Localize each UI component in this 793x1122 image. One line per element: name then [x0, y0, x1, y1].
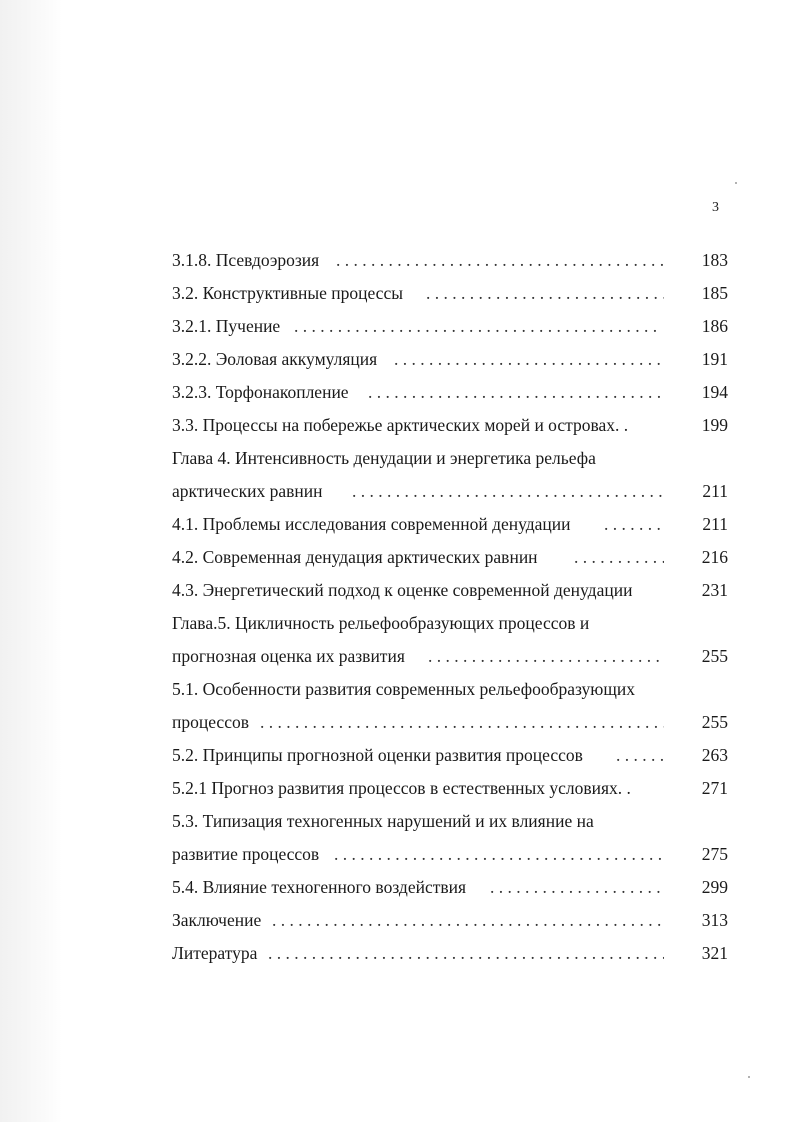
toc-entry: [172, 510, 728, 538]
toc-entry-title: 4.3. Энергетический подход к оценке современной денудации: [172, 580, 633, 600]
toc-entry-page: 211: [702, 481, 728, 501]
toc-leader-dots: [268, 939, 664, 967]
toc-leader-dots: [490, 873, 664, 901]
toc-entry: [172, 774, 728, 802]
toc-entry: [172, 675, 728, 703]
toc-entry-page: 191: [701, 349, 728, 369]
toc-entry: [172, 312, 728, 340]
toc-entry-page: 194: [701, 382, 728, 402]
toc-entry-title: 5.1. Особенности развития современных рельефообразующих: [172, 679, 635, 699]
toc-leader-dots: [604, 510, 664, 538]
toc-entry-page: 255: [701, 646, 728, 666]
page-number: 3: [712, 200, 719, 215]
toc-leader-dots: [260, 708, 664, 736]
toc-entry-page: 299: [701, 877, 728, 897]
toc-leader-dots: [334, 840, 664, 868]
toc-entry-title: 5.2.1 Прогноз развития процессов в естественных условиях. .: [172, 778, 631, 798]
toc-entry: [172, 741, 728, 769]
toc-entry-title: развитие процессов: [172, 844, 320, 864]
toc-leader-dots: [428, 642, 664, 670]
toc-entry: [172, 345, 728, 373]
toc-entry: [172, 609, 728, 637]
toc-entry-title: 3.2.3. Торфонакопление: [172, 382, 349, 402]
toc-entry: [172, 279, 728, 307]
toc-entry-title: 5.2. Принципы прогнозной оценки развития процессов: [172, 745, 583, 765]
toc-leader-dots: [368, 378, 660, 406]
scan-speck: [748, 1076, 750, 1078]
toc-entry: [172, 411, 728, 439]
toc-entry-page: 183: [701, 250, 728, 270]
toc-entry-title: Глава 4. Интенсивность денудации и энергетика рельефа: [172, 448, 596, 468]
toc-entry-title: 5.4. Влияние техногенного воздействия: [172, 877, 467, 897]
toc-entry-page: 185: [701, 283, 728, 303]
toc-entry: [172, 873, 728, 901]
toc-entry-page: 255: [701, 712, 728, 732]
toc-entry-title: 5.3. Типизация техногенных нарушений и их влияние на: [172, 811, 594, 831]
toc-entry: [172, 477, 728, 505]
scan-shadow: [0, 0, 62, 1122]
toc-leader-dots: [574, 543, 664, 571]
toc-entry-title: Литература: [172, 943, 258, 963]
toc-entry-page: 199: [701, 415, 728, 435]
toc-leader-dots: [272, 906, 664, 934]
toc-entry-title: процессов: [172, 712, 249, 732]
toc-entry: [172, 708, 728, 736]
toc-entry-title: 4.2. Современная денудация арктических равнин: [172, 547, 538, 567]
toc-entry-page: 313: [701, 910, 728, 930]
toc-entry-page: 231: [701, 580, 728, 600]
scan-speck: [735, 182, 737, 184]
toc-entry: [172, 576, 728, 604]
toc-leader-dots: [616, 741, 664, 769]
toc-entry-page: 211: [702, 514, 728, 534]
toc-entry-title: 3.2. Конструктивные процессы: [172, 283, 403, 303]
toc-entry-page: 275: [701, 844, 728, 864]
toc-entry: [172, 840, 728, 868]
toc-entry: [172, 543, 728, 571]
toc-entry: [172, 246, 728, 274]
toc-leader-dots: [426, 279, 664, 307]
toc-leader-dots: [394, 345, 660, 373]
toc-entry-title: Глава.5. Цикличность рельефообразующих процессов и: [172, 613, 590, 633]
toc-leader-dots: [336, 246, 664, 274]
toc-entry-page: 216: [701, 547, 728, 567]
toc-entry: [172, 642, 728, 670]
toc-entry: [172, 444, 728, 472]
toc-leader-dots: [352, 477, 664, 505]
toc-entry: [172, 807, 728, 835]
toc-entry: [172, 906, 728, 934]
toc-entry: [172, 939, 728, 967]
toc-entry-page: 186: [701, 316, 728, 336]
toc-entry-title: 3.1.8. Псевдоэрозия: [172, 250, 320, 270]
toc-entry: [172, 378, 728, 406]
toc-entry-title: арктических равнин: [172, 481, 323, 501]
toc-leader-dots: [294, 312, 656, 340]
toc-entry-title: 3.3. Процессы на побережье арктических морей и островах. .: [172, 415, 629, 435]
toc-entry-title: Заключение: [172, 910, 262, 930]
toc-entry-page: 263: [701, 745, 728, 765]
toc-entry-page: 321: [701, 943, 728, 963]
toc-entry-page: 271: [701, 778, 728, 798]
toc-entry-title: прогнозная оценка их развития: [172, 646, 405, 666]
toc-entry-title: 3.2.2. Эоловая аккумуляция: [172, 349, 378, 369]
toc-entry-title: 4.1. Проблемы исследования современной денудации: [172, 514, 571, 534]
toc-entry-title: 3.2.1. Пучение: [172, 316, 281, 336]
